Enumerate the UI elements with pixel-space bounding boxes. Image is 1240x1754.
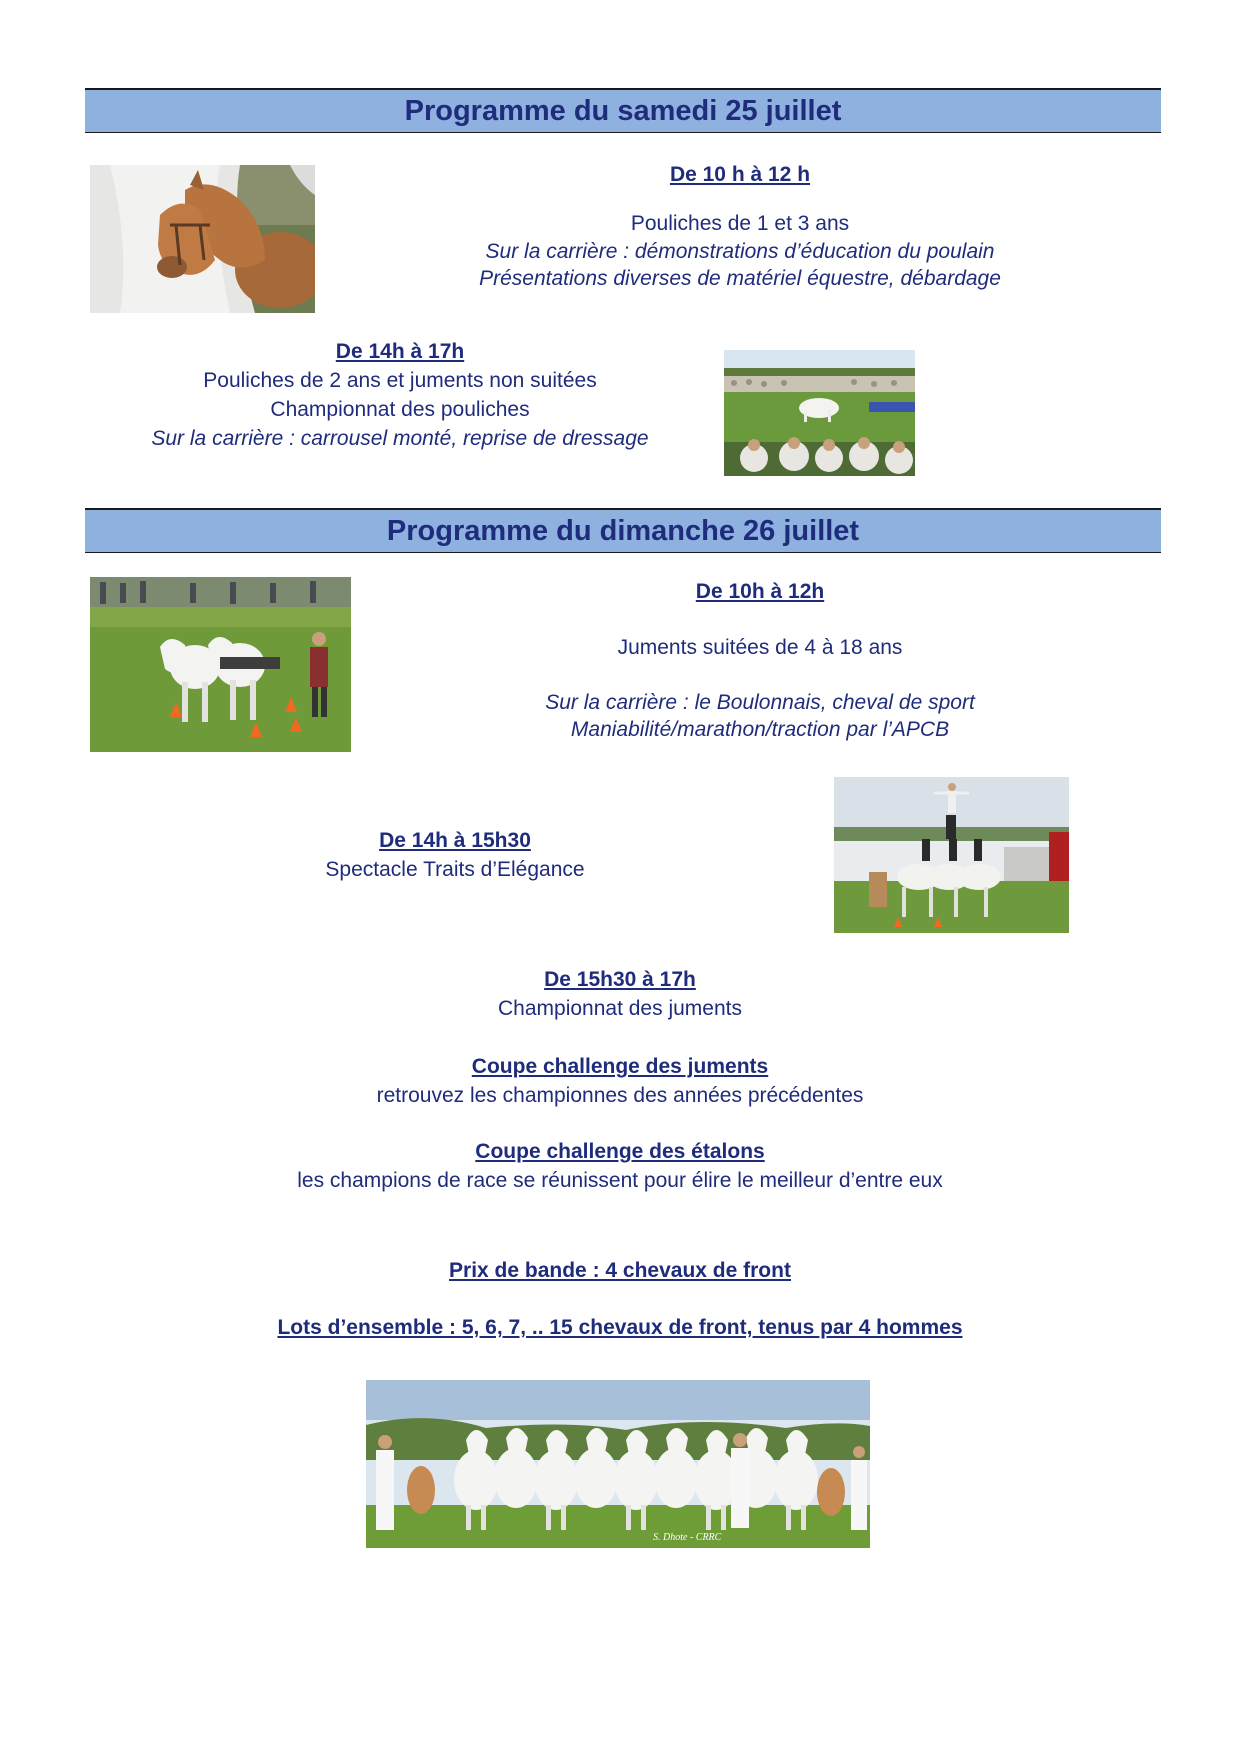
cup-stallions-heading: Coupe challenge des étalons bbox=[475, 1140, 765, 1163]
foal-photo bbox=[90, 165, 315, 313]
saturday-afternoon-time: De 14h à 17h bbox=[335, 340, 465, 363]
cup-stallions-text: les champions de race se réunissent pour élire le meilleur d’entre eux bbox=[297, 1169, 943, 1192]
photo-credit: S. Dhote - CRRC bbox=[653, 1532, 722, 1543]
ensemble-block bbox=[120, 1313, 1120, 1342]
sunday-show-block bbox=[225, 826, 685, 884]
saturday-banner bbox=[85, 88, 1161, 133]
sunday-morning-time: De 10h à 12h bbox=[695, 580, 825, 603]
saturday-afternoon-block bbox=[80, 337, 720, 453]
cup-stallions-block bbox=[120, 1137, 1120, 1195]
sunday-morning-line-1: Juments suitées de 4 à 18 ans bbox=[617, 636, 903, 659]
team-horses-photo bbox=[90, 577, 351, 752]
sunday-title: Programme du dimanche 26 juillet bbox=[386, 515, 860, 547]
sunday-banner bbox=[85, 508, 1161, 553]
sunday-morning-line-2: Sur la carrière : le Boulonnais, cheval de sport bbox=[545, 691, 975, 714]
saturday-afternoon-line-3: Sur la carrière : carrousel monté, reprise de dressage bbox=[151, 427, 649, 450]
acrobatic-show-photo bbox=[834, 777, 1069, 933]
band-prize-heading: Prix de bande : 4 chevaux de front bbox=[449, 1259, 791, 1282]
saturday-morning-line-3: Présentations diverses de matériel équestre, débardage bbox=[479, 267, 1001, 290]
saturday-title: Programme du samedi 25 juillet bbox=[404, 95, 842, 127]
sunday-show-line-1: Spectacle Traits d’Elégance bbox=[325, 858, 585, 881]
cup-mares-block bbox=[120, 1052, 1120, 1110]
arena-photo bbox=[724, 350, 915, 476]
saturday-morning-line-2: Sur la carrière : démonstrations d’éducation du poulain bbox=[485, 240, 995, 263]
band-prize-block bbox=[120, 1256, 1120, 1285]
sunday-morning-block bbox=[440, 577, 1080, 743]
saturday-morning-block bbox=[430, 160, 1050, 292]
sunday-show-time: De 14h à 15h30 bbox=[379, 829, 531, 852]
saturday-afternoon-line-1: Pouliches de 2 ans et juments non suitées bbox=[203, 369, 597, 392]
cup-mares-text: retrouvez les championnes des années précédentes bbox=[376, 1084, 864, 1107]
sunday-late-line-1: Championnat des juments bbox=[498, 997, 742, 1020]
sunday-morning-line-3: Maniabilité/marathon/traction par l’APCB bbox=[570, 718, 950, 741]
saturday-morning-line-1: Pouliches de 1 et 3 ans bbox=[630, 212, 850, 235]
horse-line-photo bbox=[366, 1380, 870, 1548]
saturday-morning-time: De 10 h à 12 h bbox=[669, 163, 811, 186]
cup-mares-heading: Coupe challenge des juments bbox=[471, 1055, 769, 1078]
saturday-afternoon-line-2: Championnat des pouliches bbox=[270, 398, 530, 421]
ensemble-heading: Lots d’ensemble : 5, 6, 7, .. 15 chevaux de front, tenus par 4 hommes bbox=[277, 1316, 963, 1339]
sunday-late-block bbox=[120, 965, 1120, 1023]
sunday-late-time: De 15h30 à 17h bbox=[544, 968, 696, 991]
